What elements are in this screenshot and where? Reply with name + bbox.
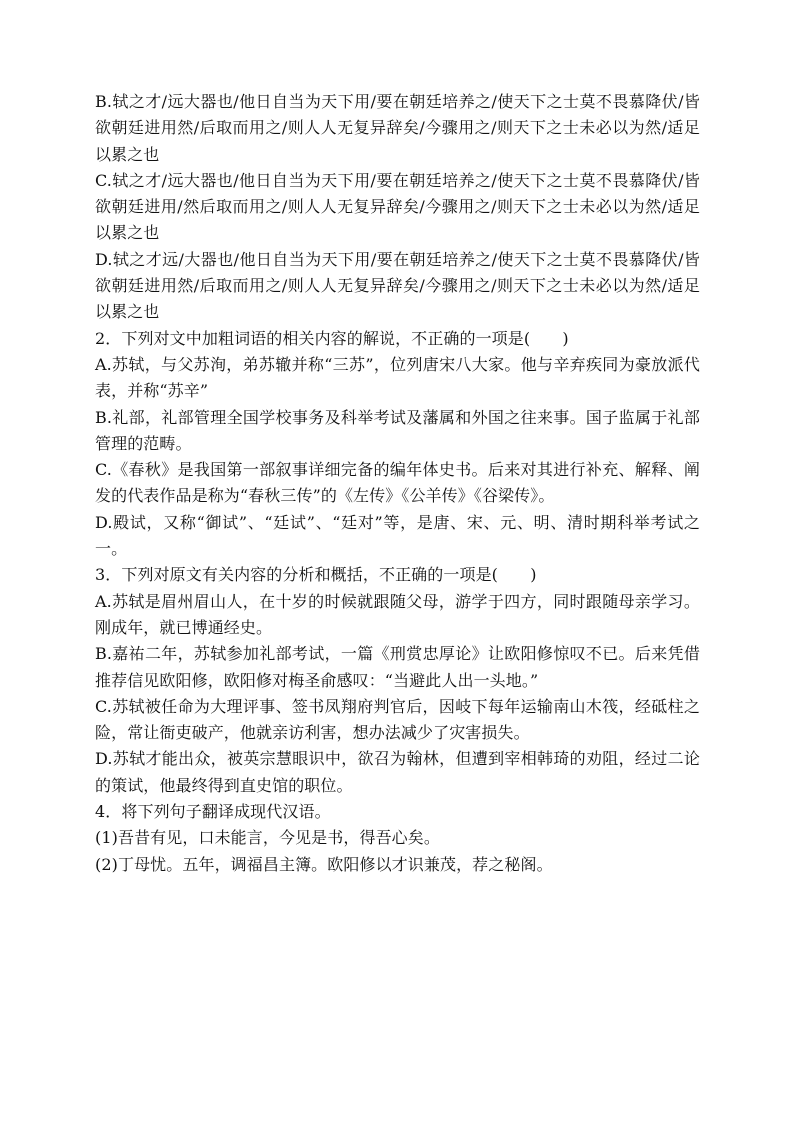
q2-option-c: C.《春秋》是我国第一部叙事详细完备的编年体史书。后来对其进行补充、解释、阐发的代表作品是称为“春秋三传”的《左传》《公羊传》《谷梁传》。 <box>95 460 700 506</box>
q1-option-d: D.轼之才远/大器也/他日自当为天下用/要在朝廷培养之/使天下之士莫不畏慕降伏/皆欲朝廷进用然/后取而用之/则人人无复异辞矣/今骤用之/则天下之士未必以为然/适足以累之也 <box>95 249 700 322</box>
q3-option-d: D.苏轼才能出众，被英宗慧眼识中，欲召为翰林，但遭到宰相韩琦的劝阻，经过二论的策试，他最终得到直史馆的职位。 <box>95 749 700 795</box>
q4-stem: 4．将下列句子翻译成现代汉语。 <box>95 802 331 822</box>
q3-option-b: B.嘉祐二年，苏轼参加礼部考试，一篇《刑赏忠厚论》让欧阳修惊叹不已。后来凭借推荐信见欧阳修，欧阳修对梅圣俞感叹：“当避此人出一头地。” <box>95 644 700 690</box>
q3-option-c: C.苏轼被任命为大理评事、签书凤翔府判官后，因岐下每年运输南山木筏，经砥柱之险，常让衙吏破产，他就亲访利害，想办法减少了灾害损失。 <box>95 696 700 743</box>
q4-item-1: (1)吾昔有见，口未能言，今见是书，得吾心矣。 <box>95 828 440 848</box>
q2-option-d: D.殿试，又称“御试”、“廷试”、“廷对”等，是唐、宋、元、明、清时期科举考试之一。 <box>95 512 700 559</box>
q1-option-c: C.轼之才/远大器也/他日自当为天下用/要在朝廷培养之/使天下之士莫不畏慕降伏/皆欲朝廷进用/然后取而用之/则人人无复异辞矣/今骤用之/则天下之士未必以为然/适足以累之也 <box>95 170 700 243</box>
q2-stem: 2．下列对文中加粗词语的相关内容的解说，不正确的一项是( ) <box>95 328 569 348</box>
question-content <box>95 89 700 878</box>
q2-option-b: B.礼部，礼部管理全国学校事务及科举考试及藩属和外国之往来事。国子监属于礼部管理的范畴。 <box>95 407 700 453</box>
q2-option-a: A.苏轼，与父苏洵，弟苏辙并称“三苏”，位列唐宋八大家。他与辛弃疾同为豪放派代表，并称“苏辛” <box>95 354 700 401</box>
q3-stem: 3．下列对原文有关内容的分析和概括，不正确的一项是( ) <box>95 565 537 585</box>
q4-item-2: (2)丁母忧。五年，调福昌主簿。欧阳修以才识兼茂，荐之秘阁。 <box>95 854 553 874</box>
q1-option-b: B.轼之才/远大器也/他日自当为天下用/要在朝廷培养之/使天下之士莫不畏慕降伏/皆欲朝廷进用然/后取而用之/则人人无复异辞矣/今骤用之/则天下之士未必以为然/适足以累之也 <box>95 92 700 164</box>
q3-option-a: A.苏轼是眉州眉山人，在十岁的时候就跟随父母，游学于四方，同时跟随母亲学习。刚成年，就已博通经史。 <box>95 591 700 637</box>
